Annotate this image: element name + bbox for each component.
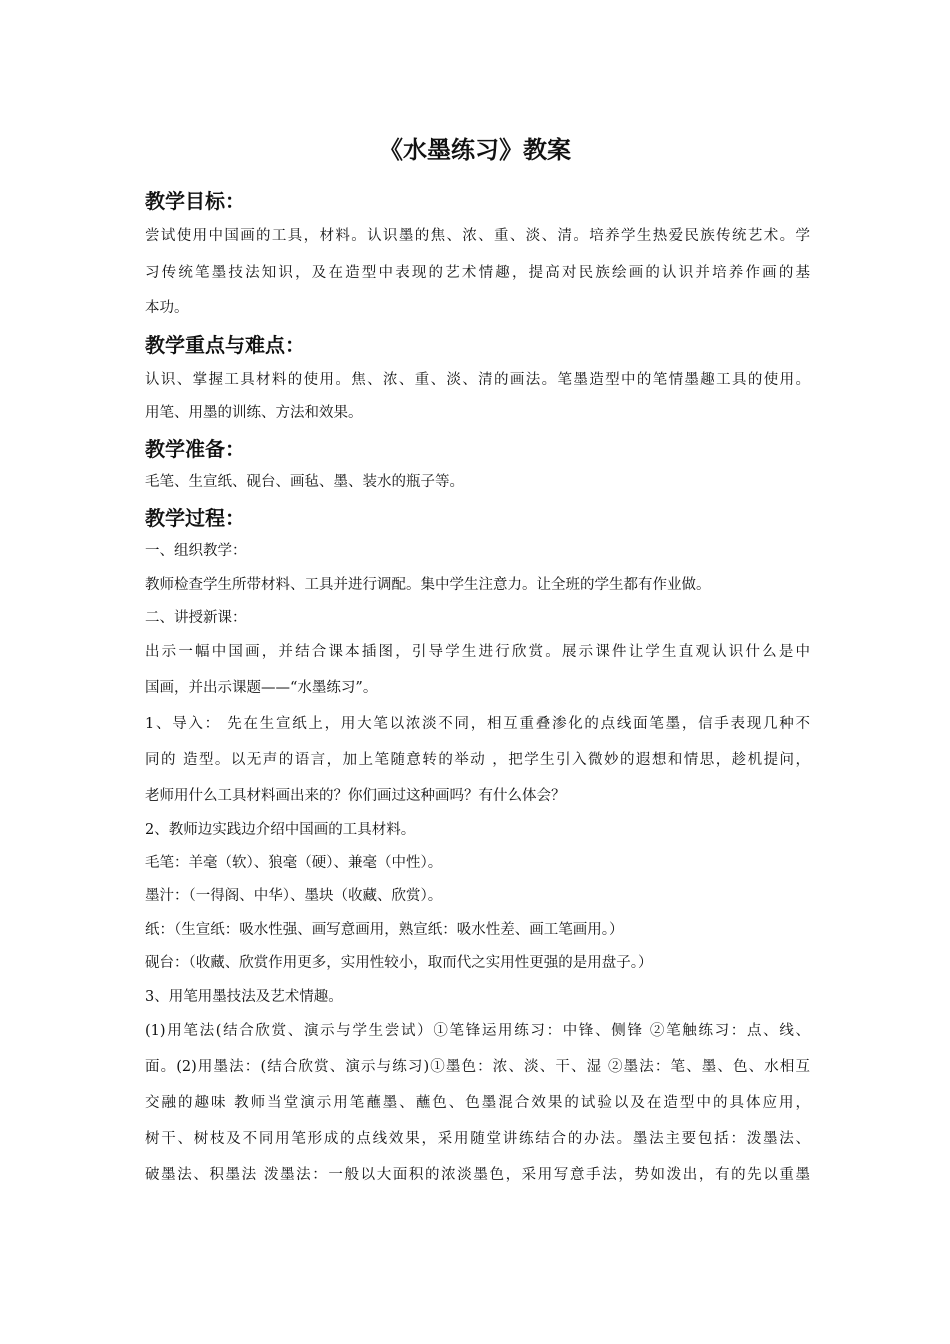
keypoints-line: 用笔、用墨的训练、方法和效果。: [145, 405, 363, 421]
heading-objectives: 教学目标：: [145, 189, 245, 213]
process-line: 3、用笔用墨技法及艺术情趣。: [145, 989, 343, 1005]
process-line: 树干、树枝及不同用笔形成的点线效果，采用随堂讲练结合的办法。墨法主要包括：泼墨法、: [145, 1131, 810, 1147]
process-line: 2、教师边实践边介绍中国画的工具材料。: [145, 822, 416, 838]
process-line: 同的 造型。以无声的语言，加上笔随意转的举动 ，把学生引入微妙的遐想和情思，趁机提问，: [145, 752, 810, 768]
preparation-line: 毛笔、生宣纸、砚台、画毡、墨、装水的瓶子等。: [145, 474, 464, 490]
process-line: 毛笔：羊毫（软）、狼毫（硬）、兼毫（中性）。: [145, 855, 443, 871]
process-line: (1)用笔法(结合欣赏、演示与学生尝试）①笔锋运用练习：中锋、侧锋 ②笔触练习：点、线、: [145, 1023, 810, 1039]
process-line: 墨汁：（一得阁、中华）、墨块（收藏、欣赏）。: [145, 888, 443, 904]
objectives-line: 尝试使用中国画的工具，材料。认识墨的焦、浓、重、淡、清。培养学生热爱民族传统艺术。学: [145, 228, 810, 244]
process-line: 教师检查学生所带材料、工具并进行调配。集中学生注意力。让全班的学生都有作业做。: [145, 577, 711, 593]
process-line: 国画，并出示课题——“水墨练习”。: [145, 680, 378, 696]
document-title: 《水墨练习》教案: [379, 136, 571, 164]
heading-keypoints: 教学重点与难点：: [145, 333, 305, 357]
process-line: 一、组织教学：: [145, 543, 247, 559]
process-line: 破墨法、积墨法 泼墨法：一般以大面积的浓淡墨色，采用写意手法，势如泼出，有的先以重墨: [145, 1167, 810, 1183]
objectives-line: 习传统笔墨技法知识，及在造型中表现的艺术情趣，提高对民族绘画的认识并培养作画的基: [145, 265, 810, 281]
process-line: 砚台：（收藏、欣赏作用更多，实用性较小，取而代之实用性更强的是用盘子。）: [145, 955, 653, 971]
process-line: 纸：（生宣纸：吸水性强、画写意画用，熟宣纸：吸水性差、画工笔画用。）: [145, 922, 624, 938]
process-line: 交融的趣味 教师当堂演示用笔蘸墨、蘸色、色墨混合效果的试验以及在造型中的具体应用，: [145, 1095, 810, 1111]
process-line: 面。(2)用墨法：(结合欣赏、演示与练习)①墨色：浓、淡、干、湿 ②墨法：笔、墨、色、水相互: [145, 1059, 810, 1075]
heading-preparation: 教学准备：: [145, 437, 245, 461]
process-line: 出示一幅中国画，并结合课本插图，引导学生进行欣赏。展示课件让学生直观认识什么是中: [145, 644, 810, 660]
process-line: 1、导入： 先在生宣纸上，用大笔以浓淡不同，相互重叠渗化的点线面笔墨，信手表现几种不: [145, 716, 810, 732]
process-line: 老师用什么工具材料画出来的？你们画过这种画吗？有什么体会？: [145, 788, 566, 804]
process-line: 二、讲授新课：: [145, 610, 247, 626]
objectives-line: 本功。: [145, 300, 189, 316]
heading-process: 教学过程：: [145, 506, 245, 530]
keypoints-line: 认识、掌握工具材料的使用。焦、浓、重、淡、清的画法。笔墨造型中的笔情墨趣工具的使用。: [145, 372, 810, 388]
